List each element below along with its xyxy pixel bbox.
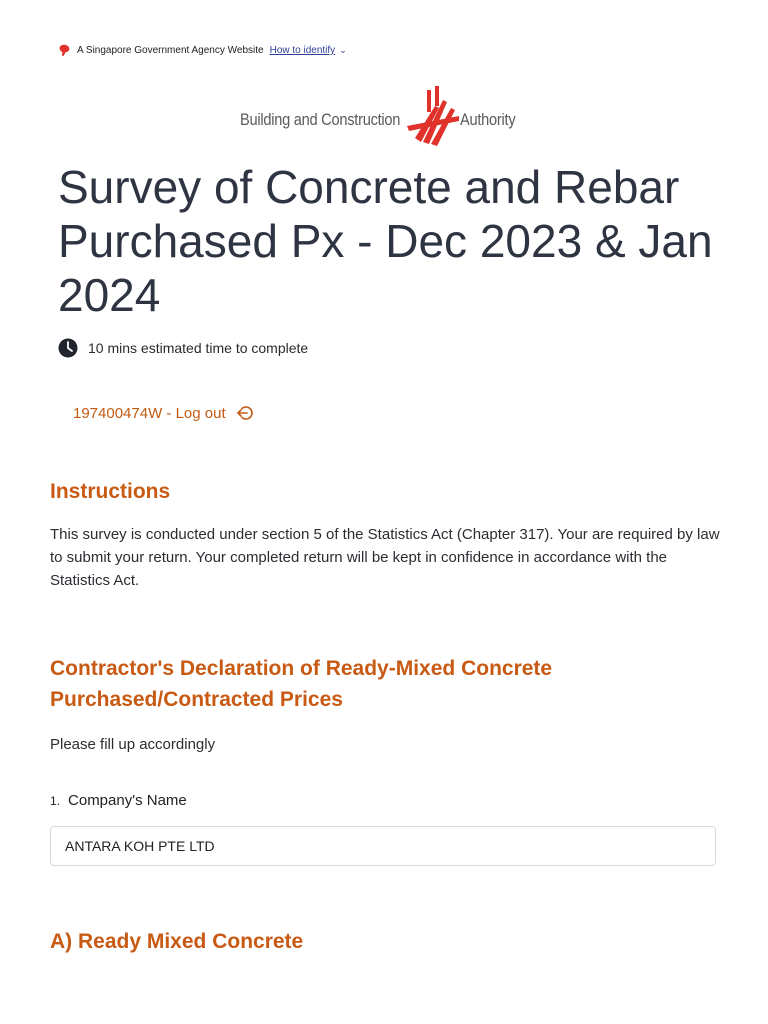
time-estimate bbox=[58, 338, 308, 358]
logout-button[interactable] bbox=[73, 404, 254, 422]
logout-label: 197400474W - Log out bbox=[73, 404, 226, 422]
company-name-value: ANTARA KOH PTE LTD bbox=[65, 838, 215, 854]
instructions-body: This survey is conducted under section 5 of the Statistics Act (Chapter 317). Your are required by law to submit your return. Your completed return will be kept in confidence in accordance with the Statistics Act. bbox=[50, 526, 720, 589]
logo-text-right: Authority bbox=[460, 110, 516, 129]
masthead-text: A Singapore Government Agency Website bbox=[77, 45, 264, 56]
company-name-field[interactable] bbox=[50, 826, 716, 866]
question-label bbox=[50, 792, 187, 809]
chevron-down-icon[interactable]: ⌄ bbox=[339, 45, 347, 55]
clock-icon bbox=[58, 338, 78, 358]
bca-logo bbox=[240, 86, 518, 146]
section-heading-declaration: Contractor's Declaration of Ready-Mixed Concrete Purchased/Contracted Prices bbox=[50, 657, 553, 711]
logout-icon bbox=[236, 404, 254, 422]
gov-masthead bbox=[58, 44, 347, 57]
bca-logo-mark-icon bbox=[405, 86, 461, 146]
section-description: Please fill up accordingly bbox=[50, 736, 216, 753]
page-title: Survey of Concrete and Rebar Purchased Px - Dec 2023 & Jan 2024 bbox=[58, 161, 713, 321]
question-number: 1. bbox=[50, 794, 61, 808]
how-to-identify-link[interactable]: How to identify bbox=[269, 45, 336, 56]
time-estimate-text: 10 mins estimated time to complete bbox=[88, 340, 309, 356]
section-heading-ready-mixed: A) Ready Mixed Concrete bbox=[50, 930, 304, 953]
singapore-lion-icon bbox=[58, 44, 71, 57]
logo-text-left: Building and Construction bbox=[240, 110, 401, 129]
instructions-heading: Instructions bbox=[50, 480, 171, 503]
question-title: Company's Name bbox=[68, 792, 187, 809]
